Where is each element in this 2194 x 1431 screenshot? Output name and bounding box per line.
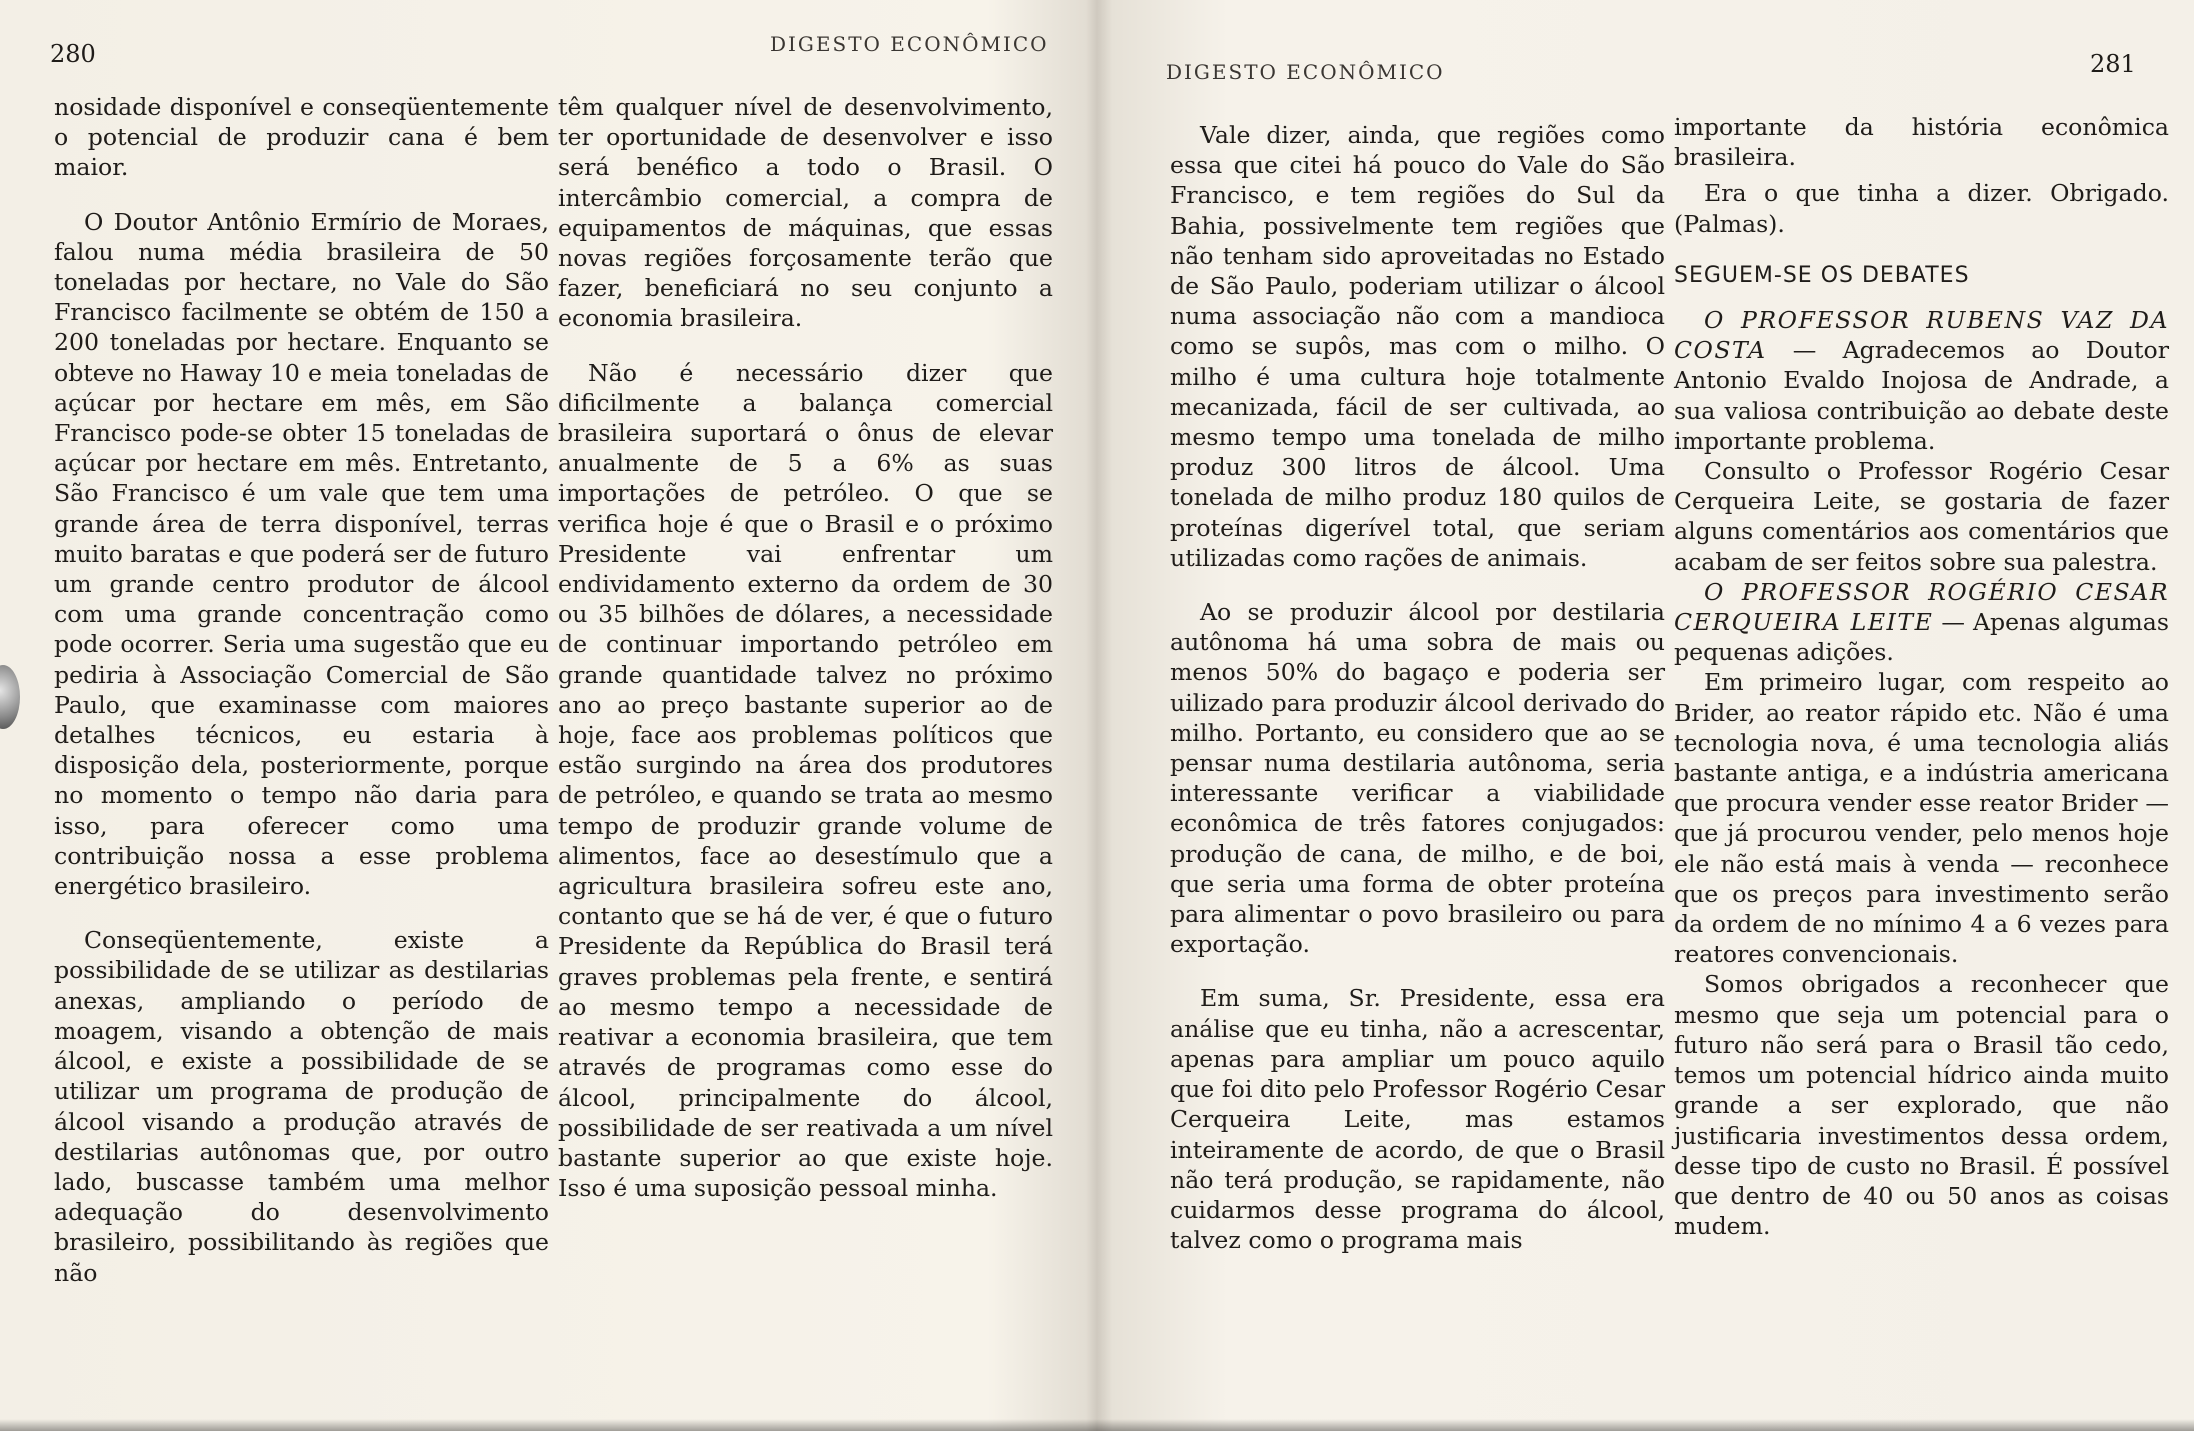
page-edge-shadow [0,1419,2194,1431]
paragraph: Não é necessário dizer que dificilmente a balança comercial brasileira suportará o ônus de elevar anualmente de 5 a 6% as suas importações de petróleo. O que se verifica hoje é que o Brasil e o próximo Presidente vai enfrentar um endividamento externo da ordem de 30 ou 35 bilhões de dólares, a necessidade de continuar importando petróleo em grande quantidade talvez no próximo ano ao preço bastante superior ao de hoje, face aos problemas políticos que estão surgindo na área dos produtores de petróleo, e quando se trata ao mesmo tempo de produzir grande volume de alimentos, face ao desestímulo que a agricultura brasileira sofreu este ano, contanto que se há de ver, é que o futuro Presidente da República do Brasil terá graves problemas pela frente, e sentirá ao mesmo tempo a necessidade de reativar a economia brasileira, que tem através de programas como esse do álcool, principalmente do álcool, possibilidade de ser reativada a um nível bastante superior ao que existe hoje. Isso é uma suposição pessoal minha. [558,358,1053,1203]
running-head-right: DIGESTO ECONÔMICO [1166,60,1445,84]
binder-clip-left [0,665,20,729]
speaker-text: — Apenas algumas pequenas adições. [1674,608,2169,667]
paragraph: Era o que tinha a dizer. Obrigado. (Palmas). [1674,179,2169,238]
paragraph: importante da história econômica brasileira. [1674,113,2169,172]
column-1 [54,92,549,1312]
paragraph: Consulto o Professor Rogério Cesar Cerqueira Leite, se gostaria de fazer alguns comentários aos comentários que acabam de ser feitos sobre sua palestra. [1674,457,2169,576]
column-2 [558,92,1053,1227]
speaker-text: — Agradecemos ao Doutor Antonio Evaldo Inojosa de Andrade, a sua valiosa contribuição ao debate deste importante problema. [1674,336,2169,455]
paragraph: nosidade disponível e conseqüentemente o potencial de produzir cana é bem maior. [54,93,549,182]
page-number-right: 281 [2090,50,2136,78]
paragraph: O Doutor Antônio Ermírio de Moraes, falou numa média brasileira de 50 toneladas por hectare, no Vale do São Francisco facilmente se obtém de 150 a 200 toneladas por hectare. Enquanto se obteve no Haway 10 e meia toneladas de açúcar por hectare em mês, em São Francisco pode-se obter 15 toneladas de açúcar por hectare em mês. Entretanto, São Francisco é um vale que tem uma grande área de terra disponível, terras muito baratas e que poderá ser de futuro um grande centro produtor de álcool com uma grande concentração como pode ocorrer. Seria uma sugestão que eu pediria à Associação Comercial de São Paulo, que examinasse com maiores detalhes técnicos, eu estaria à disposição dela, posteriormente, porque no momento o tempo não daria para isso, para oferecer como uma contribuição nossa a esse problema energético brasileiro. [54,207,549,901]
speaker-name: O PROFESSOR RUBENS VAZ DA COSTA [1674,306,2169,365]
paragraph: têm qualquer nível de desenvolvimento, ter oportunidade de desenvolver e isso será benéfico a todo o Brasil. O intercâmbio comercial, a compra de equipamentos de máquinas, que essas novas regiões forçosamente terão que fazer, beneficiará no seu conjunto a economia brasileira. [558,93,1053,333]
paragraph: Conseqüentemente, existe a possibilidade de se utilizar as destilarias anexas, ampliando o período de moagem, visando a obtenção de mais álcool, e existe a possibilidade de se utilizar um programa de produção de álcool visando a produção através de destilarias autônomas que, por outro lado, buscasse também uma melhor adequação do desenvolvimento brasileiro, possibilitando às regiões que não [54,926,549,1287]
column-4 [1674,112,2169,1241]
section-heading: SEGUEM-SE OS DEBATES [1674,262,1970,288]
running-head-left: DIGESTO ECONÔMICO [770,32,1049,56]
speaker-paragraph [1674,577,2169,668]
paragraph: Vale dizer, ainda, que regiões como essa que citei há pouco do Vale do São Francisco, e tem regiões do Sul da Bahia, possivelmente tem regiões que não tenham sido aproveitadas no Estado de São Paulo, poderiam utilizar o álcool numa associação não com a mandioca como se supôs, mas com o milho. O milho é uma cultura hoje totalmente mecanizada, fácil de ser cultivada, ao mesmo tempo uma tonelada de milho produz 300 litros de álcool. Uma tonelada de milho produz 180 quilos de proteínas digerível total, que seriam utilizadas como rações de animais. [1170,121,1665,572]
right-page [1098,0,2194,1431]
left-page [0,0,1096,1431]
speaker-name: O PROFESSOR ROGÉRIO CESAR CERQUEIRA LEITE [1674,577,2169,637]
page-number-left: 280 [50,40,96,68]
paragraph: Ao se produzir álcool por destilaria autônoma há uma sobra de mais ou menos 50% do bagaço e poderia ser uilizado para produzir álcool derivado do milho. Portanto, eu considero que ao se pensar numa destilaria autônoma, seria interessante verificar a viabilidade econômica de três fatores conjugados: produção de cana, de milho, e de boi, que seria uma forma de obter proteína para alimentar o povo brasileiro ou para exportação. [1170,598,1665,959]
speaker-paragraph [1674,305,2169,456]
paragraph: Em primeiro lugar, com respeito ao Brider, ao reator rápido etc. Não é uma tecnologia nova, é uma tecnologia aliás bastante antiga, e a indústria americana que procura vender esse reator Brider — que já procurou vender, pelo menos hoje ele não está mais à venda — reconhece que os preços para investimento serão da ordem de no mínimo 4 a 6 vezes para reatores convencionais. [1674,668,2169,969]
column-3 [1170,120,1665,1279]
paragraph: Somos obrigados a reconhecer que mesmo que seja um potencial para o futuro não será para o Brasil tão cedo, temos um potencial hídrico ainda muito grande a ser explorado, que não justificaria investimentos dessa ordem, desse tipo de custo no Brasil. É possível que dentro de 40 ou 50 anos as coisas mudem. [1674,970,2169,1241]
paragraph: Em suma, Sr. Presidente, essa era análise que eu tinha, não a acrescentar, apenas para ampliar um pouco aquilo que foi dito pelo Professor Rogério Cesar Cerqueira Leite, mas estamos inteiramente de acordo, de que o Brasil não terá produção, se rapidamente, não cuidarmos desse programa do álcool, talvez como o programa mais [1170,984,1665,1255]
